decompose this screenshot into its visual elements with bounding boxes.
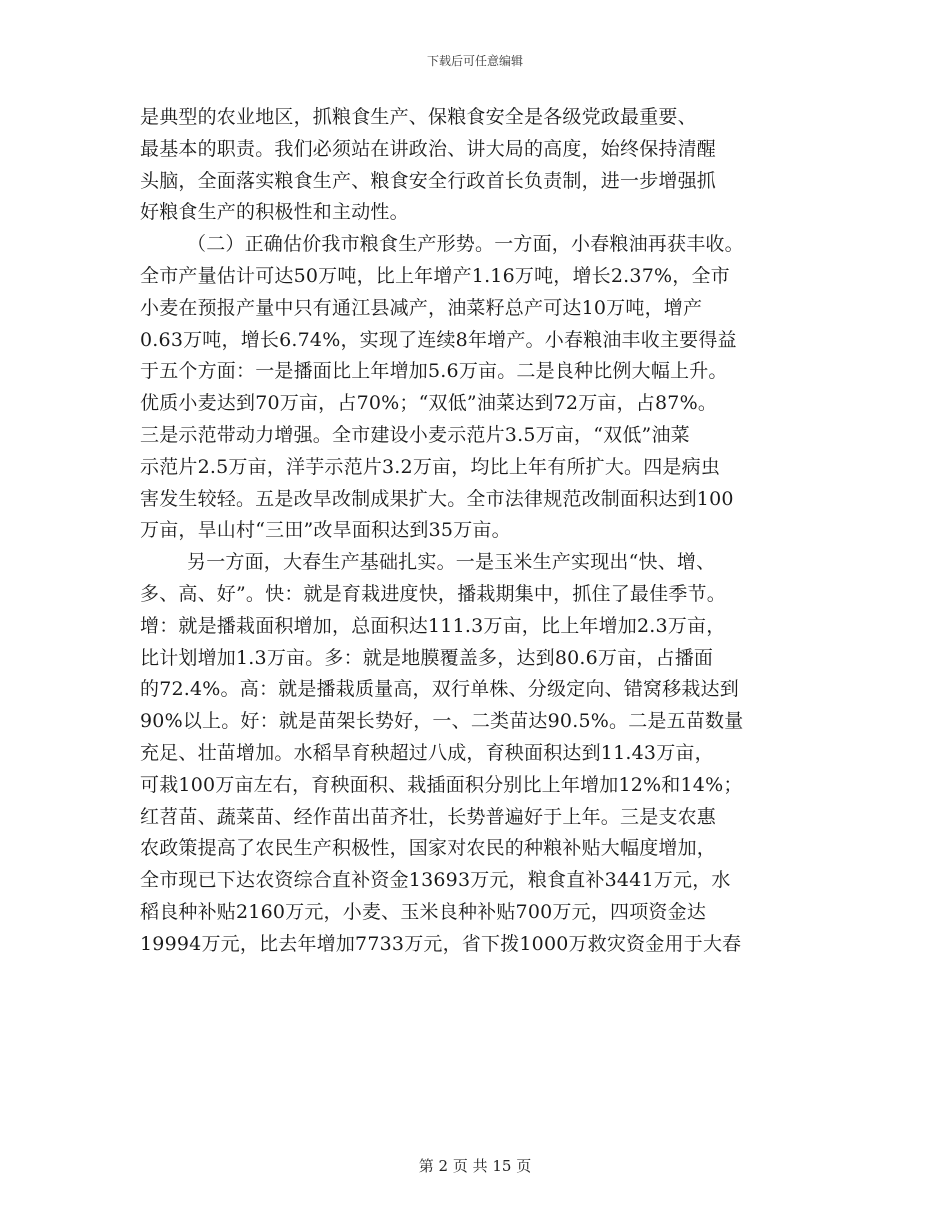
text-line: 全市现已下达农资综合直补资金13693万元，粮食直补3441万元，水 [140,869,731,892]
text-line: 万亩，旱山村“三田”改旱面积达到35万亩。 [140,519,511,542]
text-line: 充足、壮苗增加。水稻旱育秧超过八成，育秧面积达到11.43万亩， [140,741,714,764]
text-line: 全市产量估计可达50万吨，比上年增产1.16万吨，增长2.37%，全市 [140,264,730,287]
text-line: 最基本的职责。我们必须站在讲政治、讲大局的高度，始终保持清醒 [140,137,717,160]
text-line: 示范片2.5万亩，洋芋示范片3.2万亩，均比上年有所扩大。四是病虫 [140,455,721,478]
text-line: 头脑，全面落实粮食生产、粮食安全行政首长负责制，进一步增强抓 [140,169,717,192]
text-line: 害发生较轻。五是改旱改制成果扩大。全市法律规范改制面积达到100 [140,487,734,510]
text-line: 三是示范带动力增强。全市建设小麦示范片3.5万亩，“双低”油菜 [140,423,690,446]
text-line: 90%以上。好：就是苗架长势好，一、二类苗达90.5%。二是五苗数量 [140,710,744,733]
text-line: 好粮食生产的积极性和主动性。 [140,201,409,224]
text-line: 的72.4%。高：就是播栽质量高，双行单株、分级定向、错窝移栽达到 [140,678,739,701]
text-line: 比计划增加1.3万亩。多：就是地膜覆盖多，达到80.6万亩，占播面 [140,646,714,669]
text-line: 可栽100万亩左右，育秧面积、栽插面积分别比上年增加12%和14%； [140,773,743,796]
document-body [140,102,810,961]
text-line: 红苕苗、蔬菜苗、经作苗出苗齐壮，长势普遍好于上年。三是支农惠 [140,805,717,828]
text-line: 农政策提高了农民生产积极性，国家对农民的种粮补贴大幅度增加， [140,837,717,860]
text-line: 稻良种补贴2160万元，小麦、玉米良种补贴700万元，四项资金达 [140,900,707,923]
paragraph-start-line: 另一方面，大春生产基础扎实。一是玉米生产实现出“快、增、 [187,551,716,574]
paragraph-start-line: （二）正确估价我市粮食生产形势。一方面，小春粮油再获丰收。 [187,233,744,256]
text-line: 增：就是播栽面积增加，总面积达111.3万亩，比上年增加2.3万亩， [140,614,726,637]
page-header: 下载后可任意编辑 [426,54,523,68]
text-line: 是典型的农业地区，抓粮食生产、保粮食安全是各级党政最重要、 [140,106,697,128]
text-line: 于五个方面：一是播面比上年增加5.6万亩。二是良种比例大幅上升。 [140,360,728,383]
text-line: 0.63万吨，增长6.74%，实现了连续8年增产。小春粮油丰收主要得益 [140,328,737,351]
text-line: 小麦在预报产量中只有通江县减产，油菜籽总产可达10万吨，增产 [140,296,703,319]
page-number-footer: 第 2 页 共 15 页 [418,1157,532,1175]
text-line: 多、高、好”。快：就是育栽进度快，播栽期集中，抓住了最佳季节。 [140,582,726,605]
text-line: 19994万元，比去年增加7733万元，省下拨1000万救灾资金用于大春 [140,932,742,955]
text-line: 优质小麦达到70万亩，占70%；“双低”油菜达到72万亩，占87%。 [140,392,718,415]
